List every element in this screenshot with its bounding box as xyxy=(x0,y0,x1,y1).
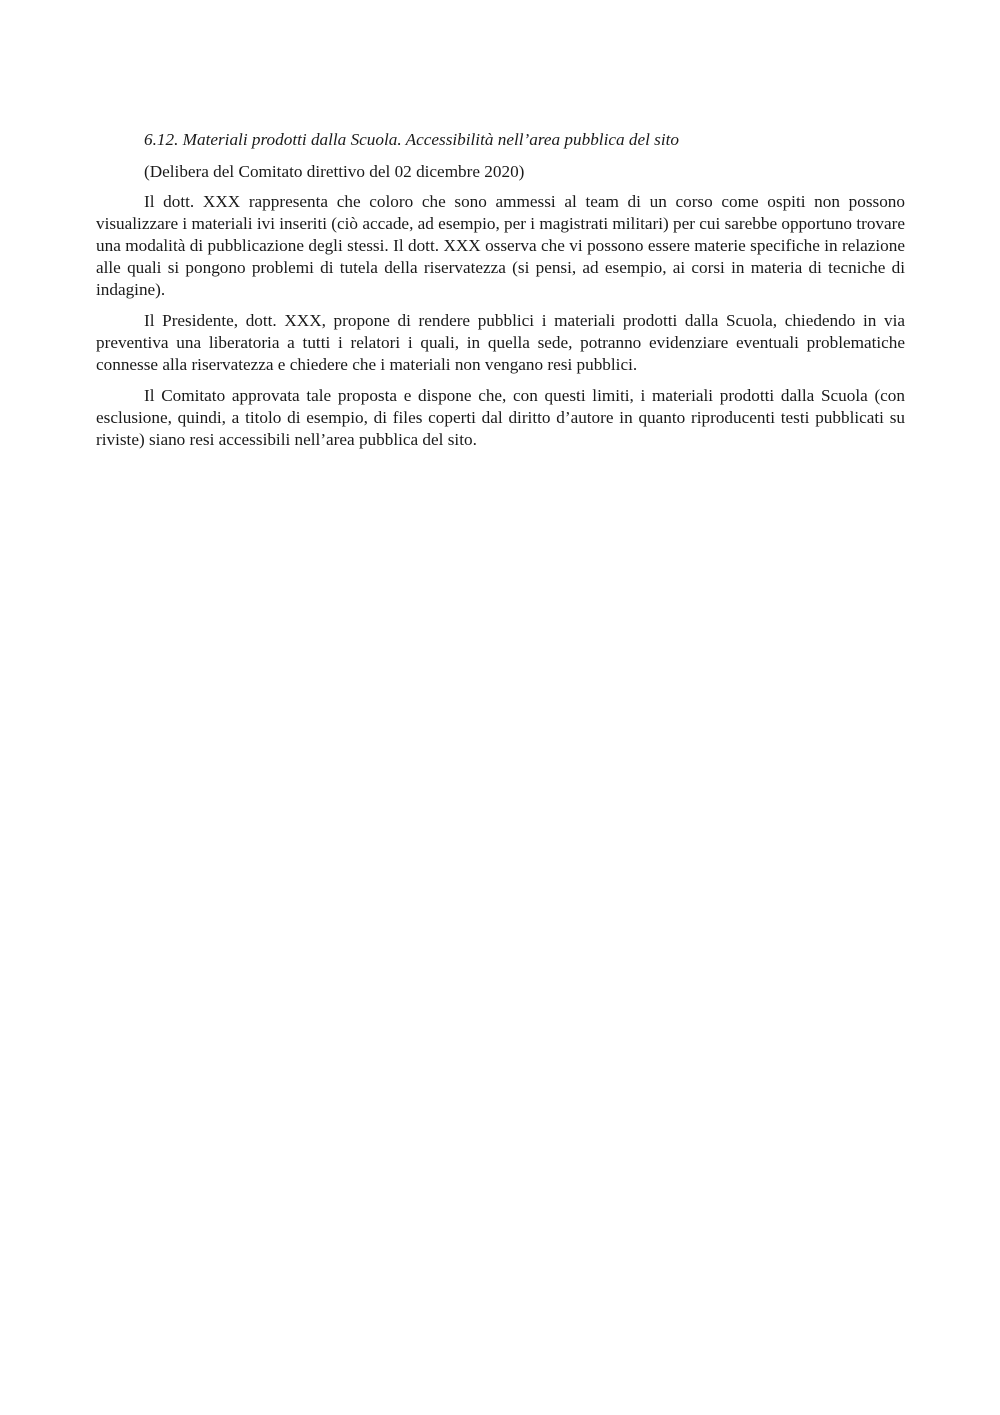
paragraph-2: Il Presidente, dott. XXX, propone di rendere pubblici i materiali prodotti dalla Scuola, chiedendo in via preventiva una liberatoria a tutti i relatori i quali, in quella sede, potranno evidenziare eventuali problematiche connesse alla riservatezza e chiedere che i materiali non vengano resi pubblici. xyxy=(96,311,905,374)
section-heading: 6.12. Materiali prodotti dalla Scuola. Accessibilità nell’area pubblica del sito xyxy=(144,130,679,149)
document-page xyxy=(96,128,905,460)
paragraph-3: Il Comitato approvata tale proposta e dispone che, con questi limiti, i materiali prodotti dalla Scuola (con esclusione, quindi, a titolo di esempio, di files coperti dal diritto d’autore in quanto riproducenti testi pubblicati su riviste) siano resi accessibili nell’area pubblica del sito. xyxy=(96,386,905,449)
delibera-reference: (Delibera del Comitato direttivo del 02 dicembre 2020) xyxy=(144,162,525,181)
paragraph-1: Il dott. XXX rappresenta che coloro che sono ammessi al team di un corso come ospiti non possono visualizzare i materiali ivi inseriti (ciò accade, ad esempio, per i magistrati militari) per cui sarebbe opportuno trovare una modalità di pubblicazione degli stessi. Il dott. XXX osserva che vi possono essere materie specifiche in relazione alle quali si pongono problemi di tutela della riservatezza (si pensi, ad esempio, ai corsi in materia di tecniche di indagine). xyxy=(96,192,905,299)
